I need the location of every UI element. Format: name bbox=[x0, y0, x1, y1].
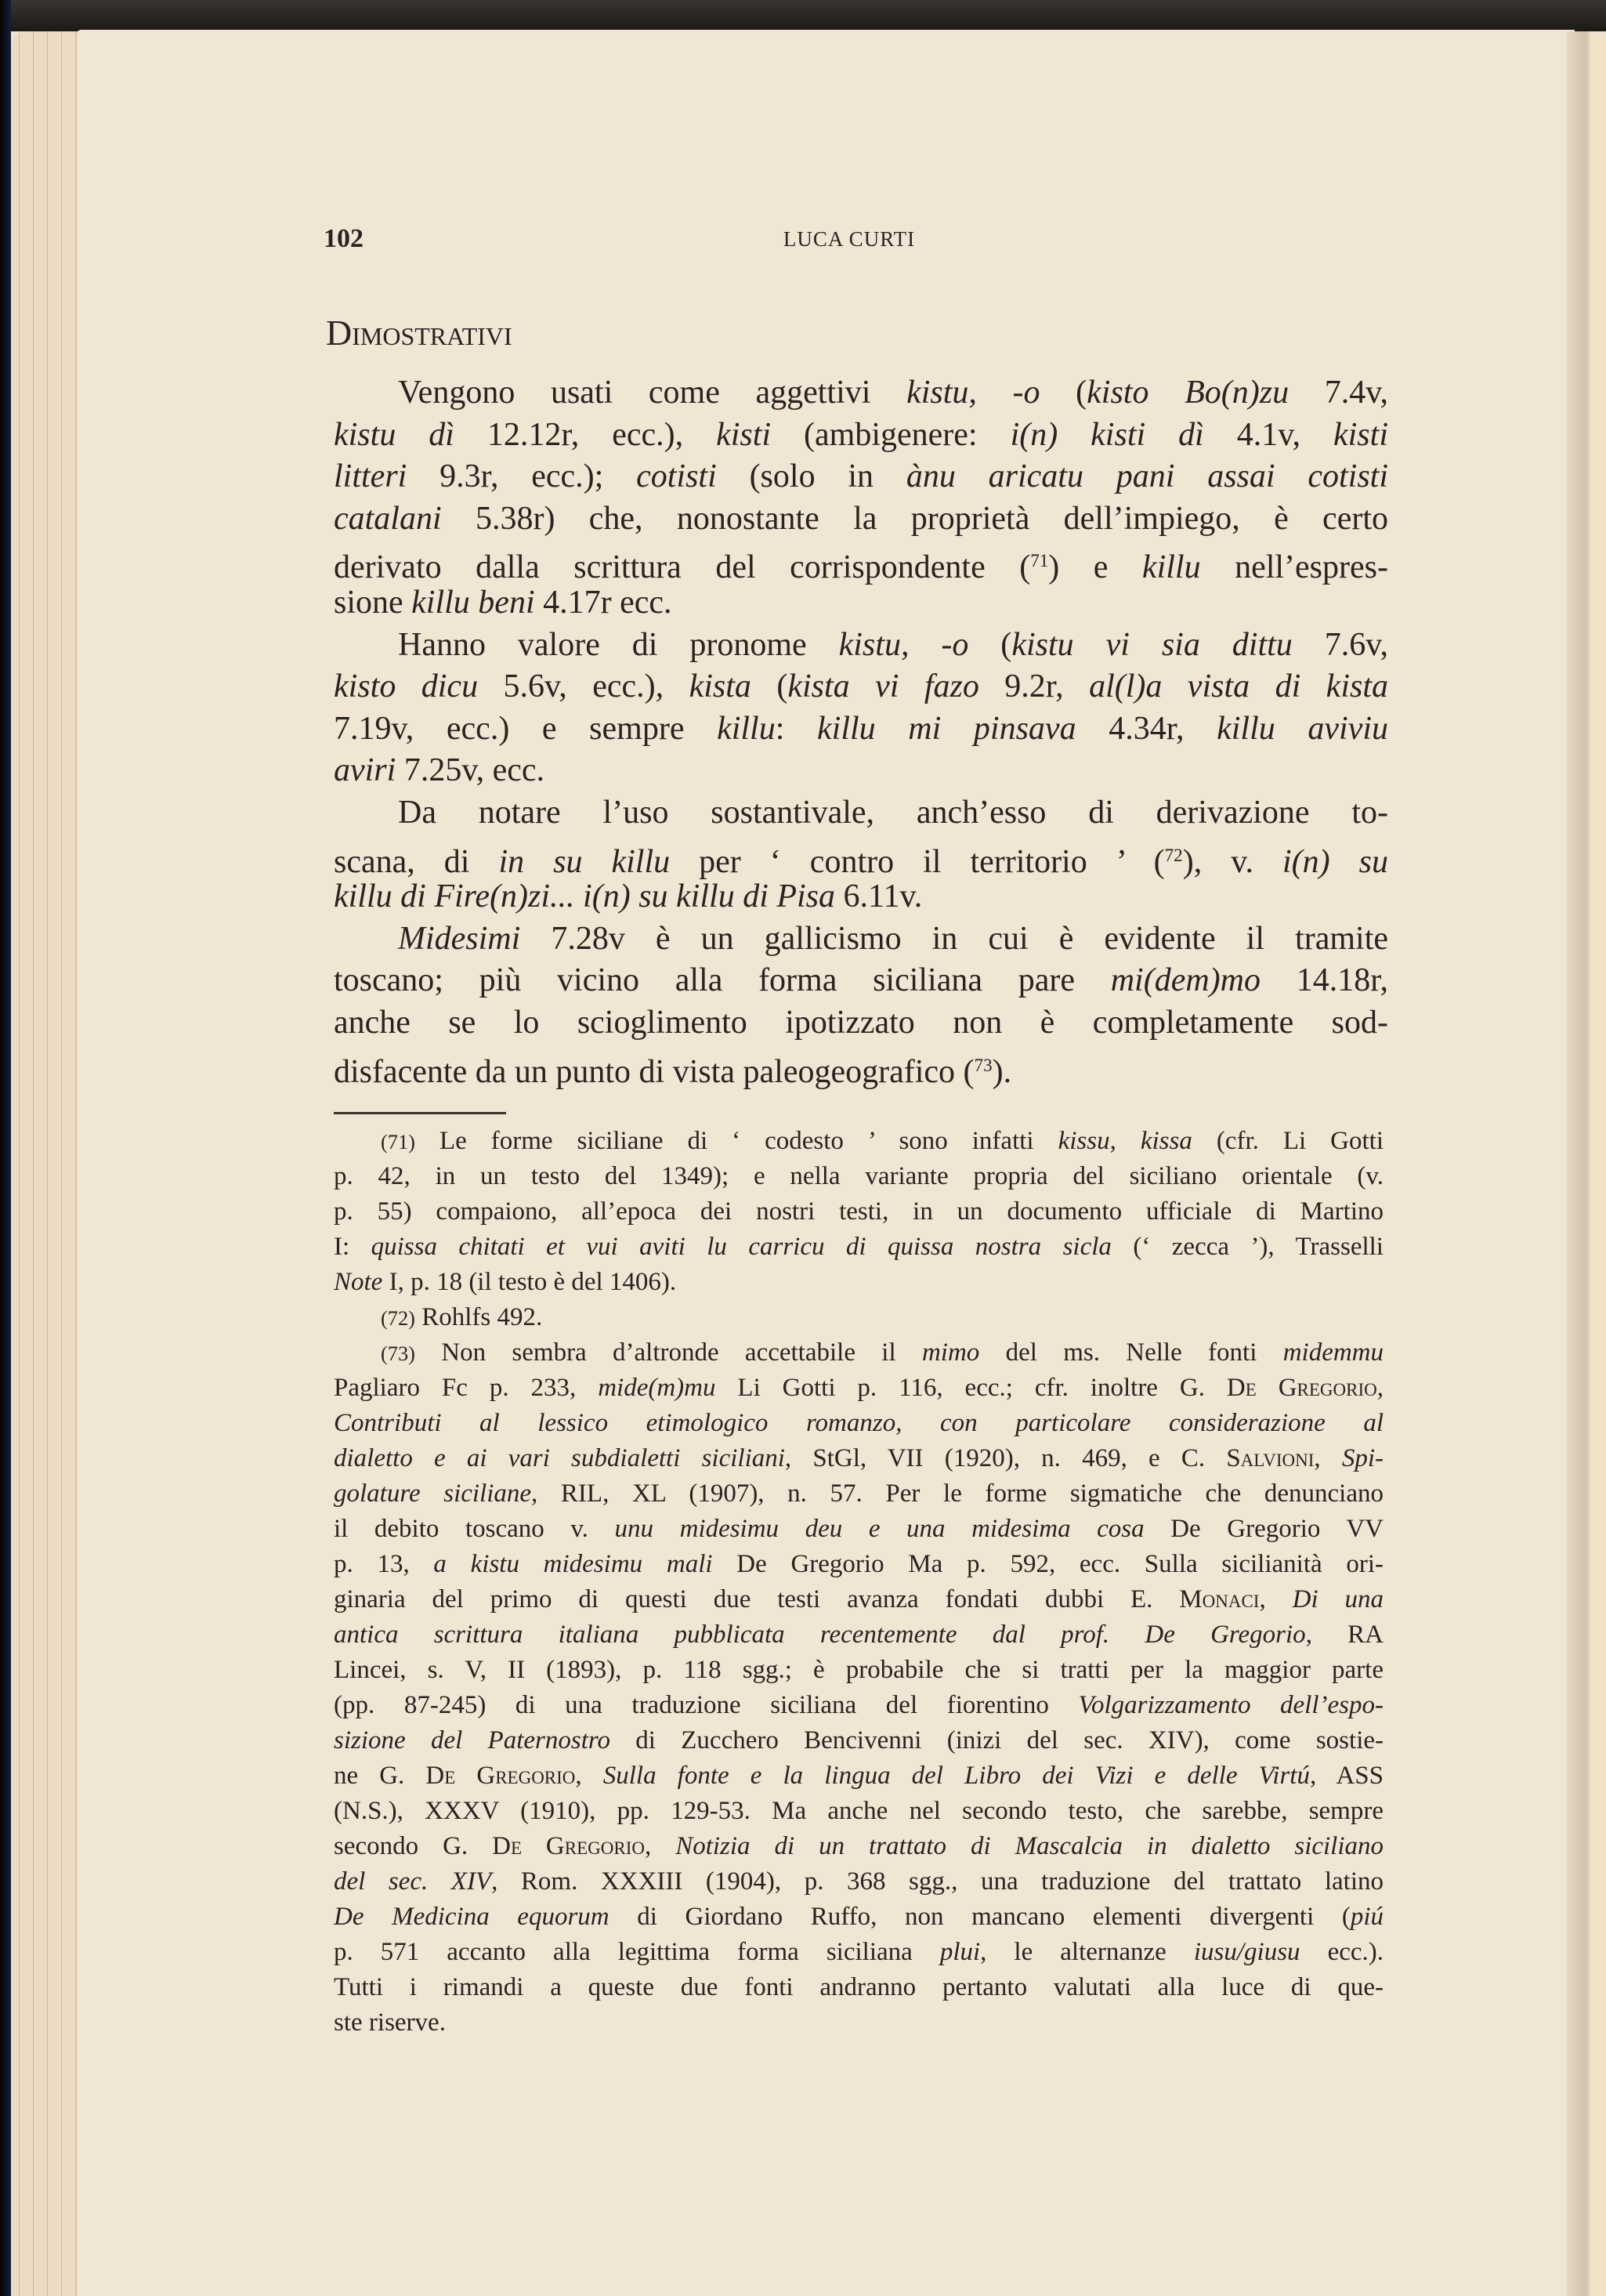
text-run: derivato dalla scrittura del corrispondente ( bbox=[334, 549, 1031, 586]
text-run: plui bbox=[939, 1938, 981, 1966]
text-run: iusu/giusu bbox=[1193, 1938, 1300, 1966]
body-text bbox=[334, 372, 1389, 1090]
text-run: kisti bbox=[716, 416, 772, 453]
text-run: kissu, kissa bbox=[1058, 1127, 1192, 1155]
footnote-line bbox=[334, 1970, 1384, 2005]
footnote-line bbox=[334, 1758, 1384, 1794]
facing-page-edge bbox=[1590, 35, 1606, 2296]
text-run: (solo in bbox=[716, 458, 906, 495]
text-run: litteri bbox=[334, 458, 407, 495]
text-run: quissa chitati et vui aviti lu carricu di quissa nostra sicla bbox=[371, 1233, 1112, 1261]
text-run: secondo G. bbox=[334, 1832, 493, 1860]
footnote-line bbox=[334, 1512, 1384, 1547]
text-run: sizione del Paternostro bbox=[334, 1726, 611, 1755]
text-run: Le forme siciliane di ‘ codesto ’ sono infatti bbox=[414, 1127, 1058, 1155]
text-run: Di una bbox=[1292, 1585, 1384, 1613]
text-run: midemmu bbox=[1282, 1338, 1384, 1367]
footnote-line bbox=[334, 1688, 1384, 1723]
text-run: del sec. XIV bbox=[334, 1867, 492, 1896]
text-run: Hanno valore di pronome bbox=[398, 626, 839, 663]
text-run: Rohlfs 492. bbox=[414, 1303, 543, 1331]
paragraph bbox=[334, 792, 1388, 918]
footnote-line bbox=[334, 1829, 1384, 1864]
text-run: 9.2r, bbox=[978, 668, 1090, 705]
text-run: I: bbox=[334, 1233, 371, 1261]
text-run: piú bbox=[1350, 1903, 1384, 1931]
text-run: , bbox=[644, 1832, 676, 1860]
footnote-line bbox=[334, 1653, 1384, 1688]
text-run: 7.4v, bbox=[1289, 375, 1388, 411]
footnote-number: (72) bbox=[381, 1306, 415, 1330]
text-run: , bbox=[575, 1762, 603, 1790]
text-run: , ASS bbox=[1309, 1762, 1384, 1790]
text-line bbox=[334, 960, 1388, 1002]
footnote-line bbox=[334, 1441, 1384, 1476]
text-line bbox=[334, 835, 1388, 880]
text-run: scana, di bbox=[334, 843, 499, 880]
paragraph bbox=[334, 918, 1388, 1090]
text-run: in su killu bbox=[498, 843, 671, 880]
text-run: I, p. 18 (il testo è del 1406). bbox=[382, 1268, 677, 1296]
text-run: golature siciliane bbox=[334, 1479, 532, 1508]
footnote-line bbox=[334, 1899, 1384, 1935]
text-line bbox=[334, 456, 1388, 498]
footnote-line bbox=[334, 1371, 1384, 1406]
text-run: sione bbox=[334, 584, 412, 621]
text-run: Li Gotti p. 116, ecc.; cfr. inoltre G. bbox=[715, 1374, 1227, 1402]
text-run: Tutti i rimandi a queste due fonti andranno pertanto valutati alla luce di que- bbox=[334, 1973, 1384, 2001]
text-run: ste riserve. bbox=[334, 2008, 446, 2037]
text-line bbox=[334, 582, 1388, 625]
text-line bbox=[334, 540, 1388, 586]
text-run: ne G. bbox=[334, 1762, 426, 1790]
page-number: 102 bbox=[324, 224, 364, 253]
text-run: aviri bbox=[334, 752, 396, 789]
text-run: killu aviviu bbox=[1217, 710, 1389, 747]
text-run: (ambigenere: bbox=[771, 416, 1011, 453]
text-run: per ‘ contro il territorio ’ ( bbox=[670, 843, 1165, 880]
footnote-line bbox=[334, 1335, 1384, 1371]
text-run: Sulla fonte e la lingua del Libro dei Vizi e delle Virtú bbox=[602, 1762, 1310, 1790]
paragraph bbox=[334, 372, 1388, 625]
text-run: killu bbox=[717, 710, 776, 747]
footnote-line bbox=[334, 1476, 1384, 1512]
text-run: Midesimi bbox=[398, 920, 521, 957]
text-run: i(n) kisti dì bbox=[1010, 416, 1204, 453]
footnote-line bbox=[334, 1794, 1384, 1829]
text-line bbox=[334, 625, 1388, 667]
text-run: , bbox=[1259, 1585, 1293, 1613]
text-run: ( bbox=[1040, 375, 1087, 411]
footnote-reference: 72 bbox=[1164, 844, 1183, 865]
text-run: kistu vi sia dittu bbox=[1011, 626, 1293, 663]
text-run: killu di Fire(n)zi... i(n) su killu di Pisa bbox=[334, 878, 836, 915]
footnote bbox=[334, 1300, 1384, 1335]
text-run: ( bbox=[968, 626, 1012, 663]
text-run: De Medicina equorum bbox=[334, 1903, 609, 1931]
text-run: 4.1v, bbox=[1203, 416, 1333, 453]
text-run: mide(m)mu bbox=[598, 1374, 716, 1402]
text-run: a kistu midesimu mali bbox=[433, 1550, 713, 1578]
text-run: De Gregorio VV bbox=[1144, 1515, 1384, 1543]
text-run: 5.6v, ecc.), bbox=[478, 668, 689, 705]
text-run: p. 42, in un testo del 1349); e nella variante propria del siciliano orientale (v. bbox=[334, 1162, 1384, 1190]
footnote-reference: 73 bbox=[974, 1054, 993, 1075]
footnote-line bbox=[334, 1935, 1384, 1970]
text-line bbox=[334, 372, 1388, 415]
footnote-line bbox=[334, 1582, 1384, 1617]
text-run: 7.25v, ecc. bbox=[396, 752, 545, 789]
text-run: Non sembra d’altronde accettabile il bbox=[414, 1338, 922, 1367]
text-run: cotisti bbox=[636, 458, 717, 495]
footnote-line bbox=[334, 1229, 1384, 1265]
text-run: , RA bbox=[1305, 1621, 1384, 1649]
text-run: , Rom. XXXIII (1904), p. 368 sgg., una traduzione del trattato latino bbox=[491, 1867, 1384, 1896]
text-run: ànu aricatu pani assai cotisti bbox=[906, 458, 1389, 495]
text-run: ), v. bbox=[1182, 843, 1282, 880]
text-run: , StGl, VII (1920), n. 469, e C. bbox=[784, 1444, 1227, 1472]
text-run: ecc.). bbox=[1300, 1938, 1384, 1966]
text-run: De Gregorio bbox=[492, 1832, 645, 1860]
text-run: mimo bbox=[921, 1338, 980, 1367]
text-line bbox=[334, 1045, 1388, 1090]
footnote-line bbox=[334, 1300, 1384, 1335]
text-run: kistu dì bbox=[334, 416, 454, 453]
footnote-line bbox=[334, 1406, 1384, 1441]
footnote bbox=[334, 1335, 1384, 2041]
text-run: killu beni bbox=[411, 584, 535, 621]
text-run: (cfr. Li Gotti bbox=[1192, 1127, 1384, 1155]
text-run: al(l)a vista di kista bbox=[1089, 668, 1388, 705]
paragraph bbox=[334, 625, 1388, 792]
text-run: il debito toscano v. bbox=[334, 1515, 615, 1543]
text-run: catalani bbox=[334, 500, 442, 537]
text-run: Monaci bbox=[1179, 1585, 1260, 1613]
text-line bbox=[334, 498, 1388, 541]
text-line bbox=[334, 666, 1388, 708]
text-run: De Gregorio bbox=[425, 1762, 576, 1790]
book-spine-edge bbox=[0, 0, 11, 2296]
text-run: De Gregorio Ma p. 592, ecc. Sulla sicilianità ori- bbox=[712, 1550, 1384, 1578]
text-line bbox=[334, 708, 1388, 751]
text-line bbox=[334, 876, 1388, 918]
text-run: 14.18r, bbox=[1260, 962, 1388, 999]
text-run: , bbox=[1314, 1444, 1342, 1472]
text-run: killu bbox=[1141, 549, 1201, 586]
text-run: Lincei, s. V, II (1893), p. 118 sgg.; è probabile che si tratti per la maggior parte bbox=[334, 1656, 1384, 1684]
text-run: 12.12r, ecc.), bbox=[454, 416, 717, 453]
footnote-line bbox=[334, 1159, 1384, 1194]
text-run: kista vi fazo bbox=[787, 668, 979, 705]
text-run: Da notare l’uso sostantivale, anch’esso di derivazione to- bbox=[398, 794, 1388, 831]
text-run: ) e bbox=[1048, 549, 1142, 586]
text-run: (pp. 87-245) di una traduzione siciliana del fiorentino bbox=[334, 1691, 1079, 1719]
text-run: p. 571 accanto alla legittima forma siciliana bbox=[334, 1938, 940, 1966]
text-run: Volgarizzamento dell’espo- bbox=[1078, 1691, 1384, 1719]
text-run: , bbox=[1376, 1374, 1384, 1402]
text-run: , RIL, XL (1907), n. 57. Per le forme sigmatiche che denunciano bbox=[531, 1479, 1384, 1508]
text-run: disfacente da un punto di vista paleogeografico ( bbox=[334, 1053, 975, 1090]
text-run: i(n) su bbox=[1282, 843, 1388, 880]
text-run: del ms. Nelle fonti bbox=[979, 1338, 1283, 1367]
footnote-line bbox=[334, 1547, 1384, 1582]
text-run: : bbox=[775, 710, 818, 747]
text-run: di Zucchero Bencivenni (inizi del sec. XIV), come sostie- bbox=[610, 1726, 1384, 1755]
text-run: ). bbox=[992, 1053, 1012, 1090]
page-stack-edges bbox=[11, 31, 77, 2296]
text-run: kisto Bo(n)zu bbox=[1087, 375, 1290, 411]
text-run: 4.34r, bbox=[1076, 710, 1217, 747]
text-run: (N.S.), XXXV (1910), pp. 129-53. Ma anche nel secondo testo, che sarebbe, sempre bbox=[334, 1797, 1384, 1825]
text-run: 9.3r, ecc.); bbox=[407, 458, 637, 495]
text-run: 4.17r ecc. bbox=[534, 584, 672, 621]
text-run: Salvioni bbox=[1226, 1444, 1315, 1472]
text-run: kistu, -o bbox=[838, 626, 969, 663]
footnote-line bbox=[334, 1723, 1384, 1758]
text-run: killu mi pinsava bbox=[817, 710, 1076, 747]
text-run: Vengono usati come aggettivi bbox=[398, 375, 907, 411]
text-run: kisti bbox=[1333, 416, 1388, 453]
section-heading: Dimostrativi bbox=[326, 313, 512, 353]
footnote-number: (71) bbox=[381, 1130, 415, 1153]
text-run: unu midesimu deu e una midesima cosa bbox=[614, 1515, 1145, 1543]
text-run: 7.28v è un gallicismo in cui è evidente il tramite bbox=[520, 920, 1388, 957]
text-run: toscano; più vicino alla forma siciliana pare bbox=[334, 962, 1111, 999]
text-run: (‘ zecca ’), Trasselli bbox=[1111, 1233, 1384, 1261]
page-gutter-shadow bbox=[1567, 31, 1590, 2296]
text-line bbox=[334, 1002, 1388, 1045]
text-run: antica scrittura italiana pubblicata recentemente dal prof. De Gregorio bbox=[334, 1621, 1306, 1649]
text-run: mi(dem)mo bbox=[1110, 962, 1261, 999]
footnote-number: (73) bbox=[381, 1342, 415, 1365]
footnote-line bbox=[334, 1265, 1384, 1300]
text-line bbox=[334, 792, 1388, 835]
footnote-separator bbox=[334, 1112, 506, 1114]
text-run: , le alternanze bbox=[980, 1938, 1194, 1966]
text-run: Notizia di un trattato di Mascalcia in dialetto siciliano bbox=[675, 1832, 1384, 1860]
text-run: ginaria del primo di questi due testi avanza fondati dubbi E. bbox=[334, 1585, 1180, 1613]
text-run: Note bbox=[334, 1268, 383, 1296]
text-line bbox=[334, 415, 1388, 457]
text-run: Pagliaro Fc p. 233, bbox=[334, 1374, 599, 1402]
text-run: 7.6v, bbox=[1292, 626, 1388, 663]
footnote bbox=[334, 1124, 1384, 1300]
footnote-line bbox=[334, 1617, 1384, 1653]
footnote-reference: 71 bbox=[1030, 550, 1049, 571]
text-run: 5.38r) che, nonostante la proprietà dell’impiego, è certo bbox=[441, 500, 1388, 537]
footnote-line bbox=[334, 1124, 1384, 1159]
text-run: nell’espres- bbox=[1200, 549, 1388, 586]
text-run: 6.11v. bbox=[835, 878, 923, 915]
scanner-top-edge bbox=[0, 0, 1606, 31]
text-run: dialetto e ai vari subdialetti siciliani bbox=[334, 1444, 785, 1472]
footnote-line bbox=[334, 1864, 1384, 1899]
text-run: Spi- bbox=[1341, 1444, 1384, 1472]
text-run: 7.19v, ecc.) e sempre bbox=[334, 710, 718, 747]
text-line bbox=[334, 918, 1388, 961]
text-run: kisto dicu bbox=[334, 668, 479, 705]
footnote-line bbox=[334, 1194, 1384, 1229]
text-run: ( bbox=[751, 668, 788, 705]
text-run: Contributi al lessico etimologico romanzo, con particolare considerazione al bbox=[334, 1409, 1384, 1437]
text-run: di Giordano Ruffo, non mancano elementi divergenti ( bbox=[609, 1903, 1351, 1931]
footnote-line bbox=[334, 2005, 1384, 2041]
text-run: p. 55) compaiono, all’epoca dei nostri testi, in un documento ufficiale di Martino bbox=[334, 1197, 1384, 1226]
footnotes bbox=[334, 1124, 1384, 2041]
text-run: kistu, -o bbox=[906, 375, 1040, 411]
text-run: kista bbox=[689, 668, 751, 705]
text-run: p. 13, bbox=[334, 1550, 434, 1578]
text-line bbox=[334, 750, 1388, 792]
text-run: De Gregorio bbox=[1226, 1374, 1377, 1402]
running-title: LUCA CURTI bbox=[783, 227, 916, 251]
text-run: anche se lo scioglimento ipotizzato non è completamente sod- bbox=[334, 1004, 1388, 1041]
